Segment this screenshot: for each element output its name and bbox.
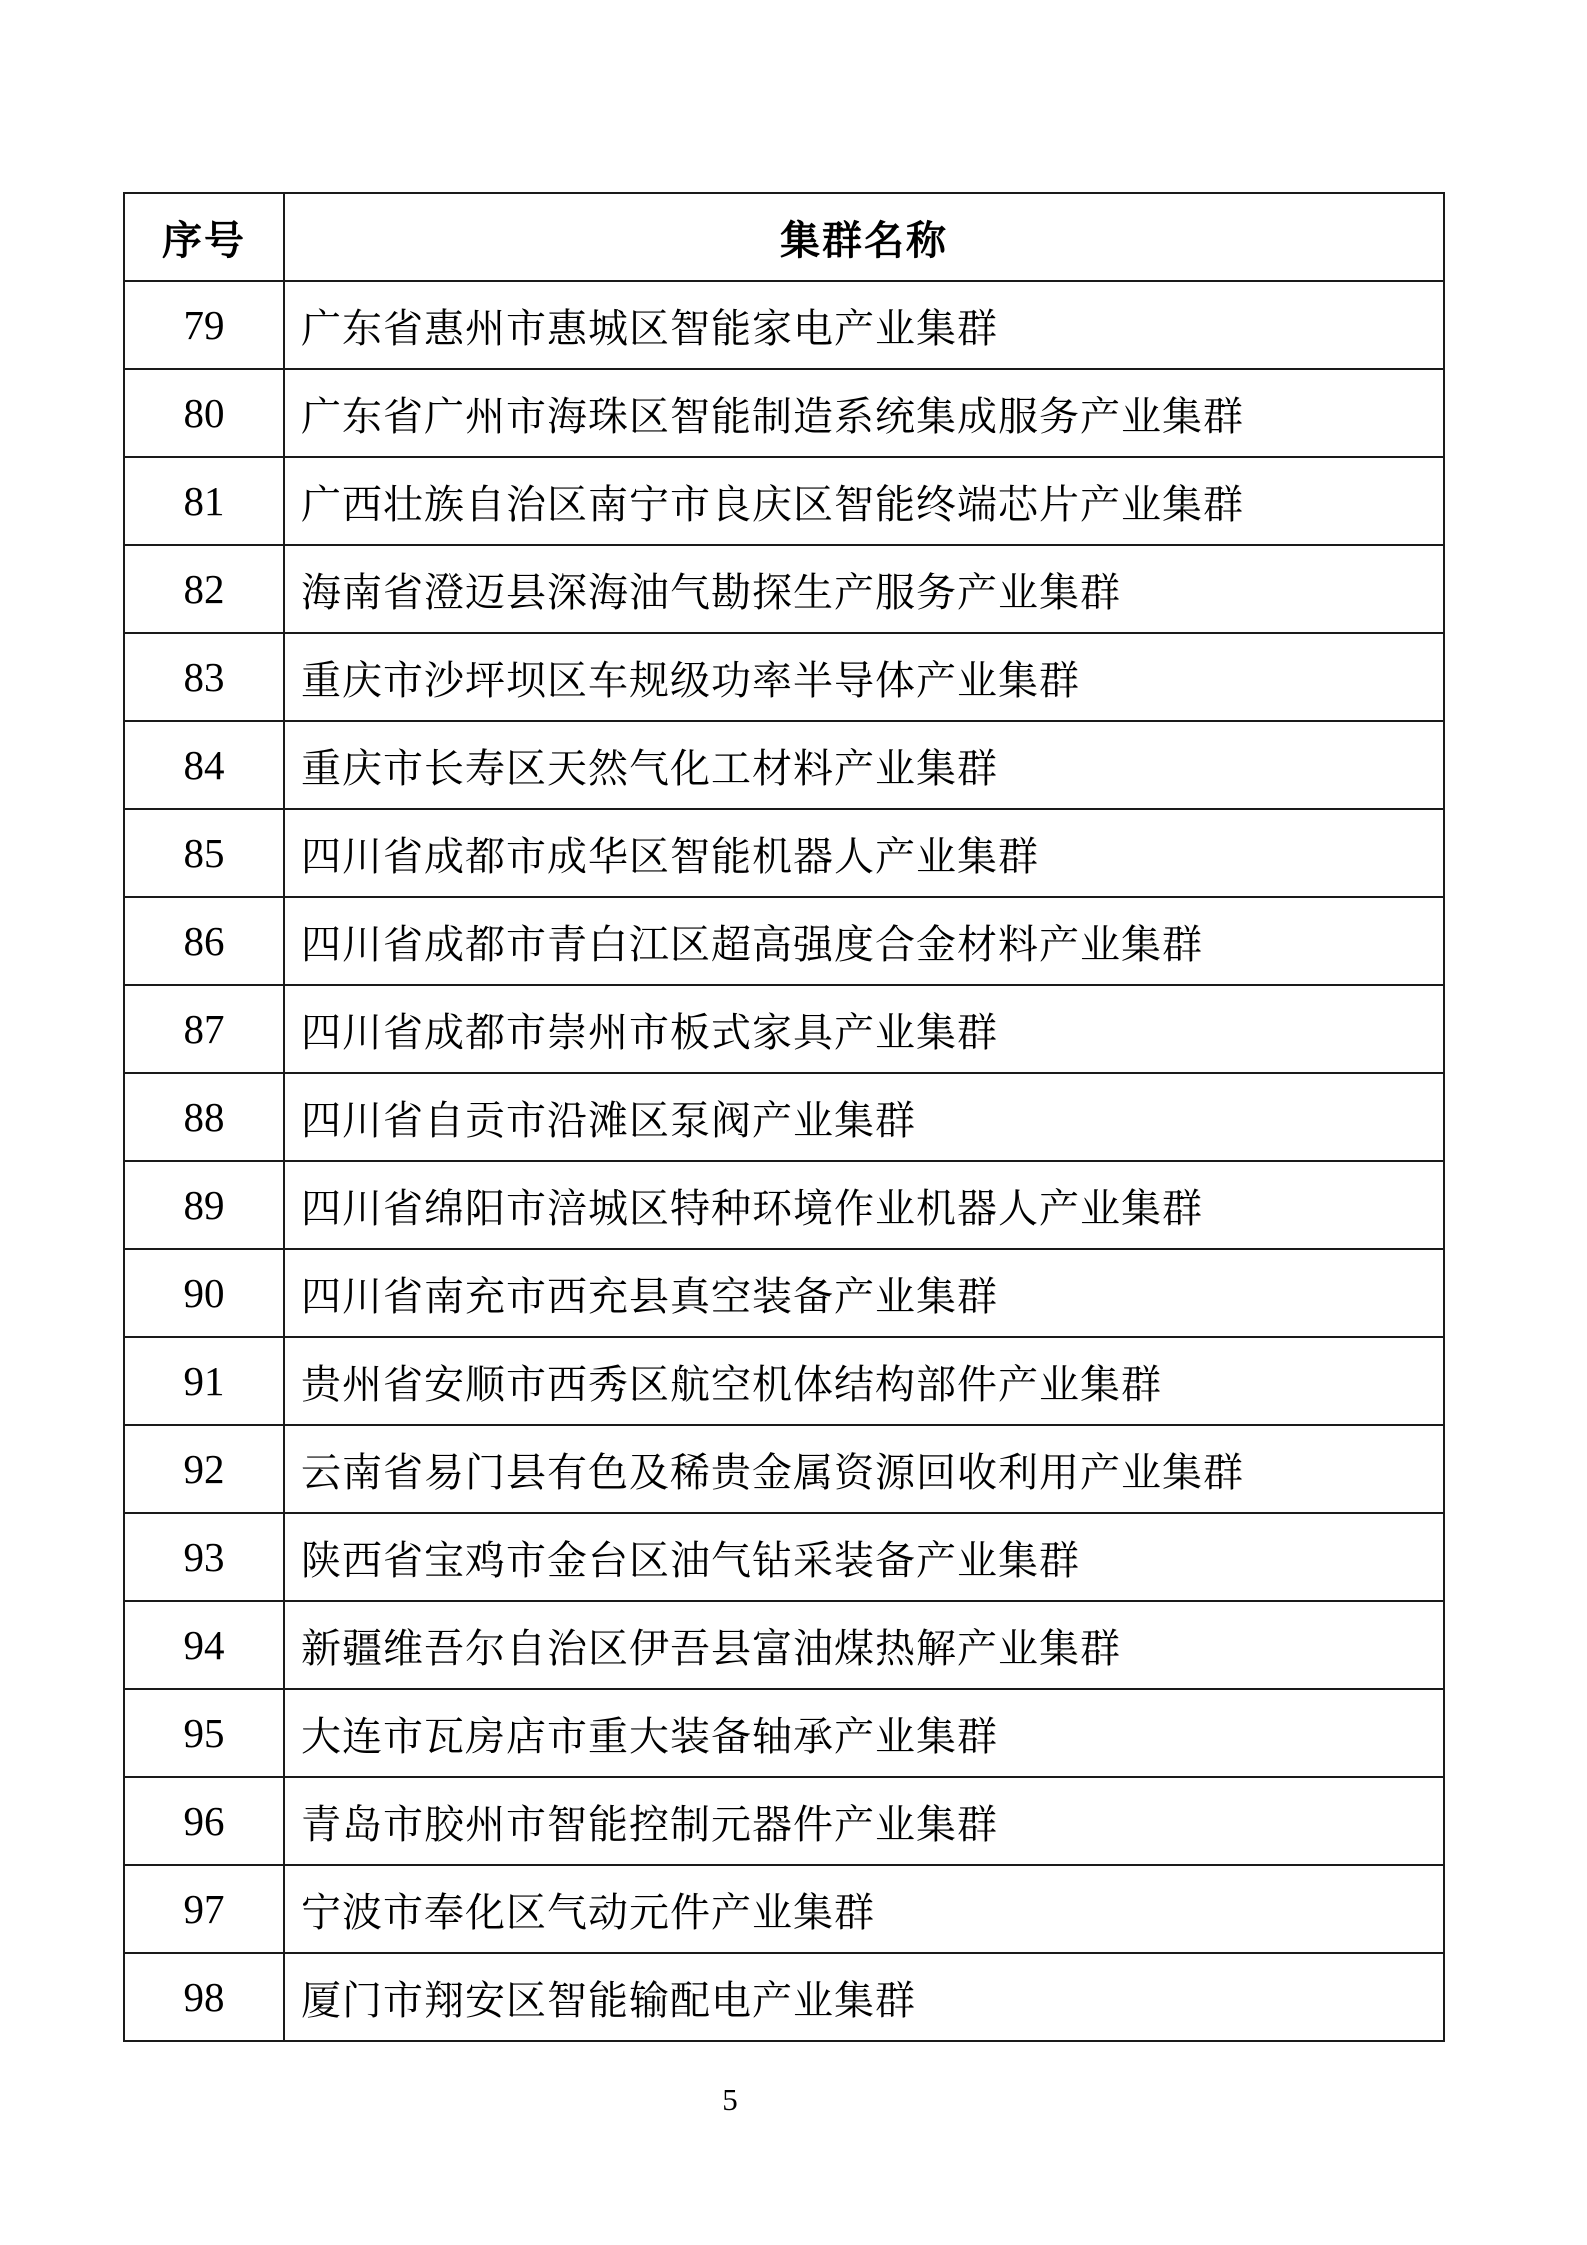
cluster-name-cell: 云南省易门县有色及稀贵金属资源回收利用产业集群 <box>284 1425 1444 1513</box>
row-number-cell: 88 <box>124 1073 284 1161</box>
row-number-cell: 80 <box>124 369 284 457</box>
table-row <box>124 1513 1444 1601</box>
cluster-name-cell: 四川省成都市青白江区超高强度合金材料产业集群 <box>284 897 1444 985</box>
table-body <box>124 281 1444 2041</box>
row-number-cell: 95 <box>124 1689 284 1777</box>
table-row <box>124 897 1444 985</box>
cluster-name-cell: 广西壮族自治区南宁市良庆区智能终端芯片产业集群 <box>284 457 1444 545</box>
table-row <box>124 1337 1444 1425</box>
row-number-cell: 84 <box>124 721 284 809</box>
cluster-name-cell: 广东省广州市海珠区智能制造系统集成服务产业集群 <box>284 369 1444 457</box>
table-row <box>124 545 1444 633</box>
table-row <box>124 1249 1444 1337</box>
row-number-cell: 89 <box>124 1161 284 1249</box>
table-header-row <box>124 193 1444 281</box>
row-number-cell: 81 <box>124 457 284 545</box>
table-row <box>124 1689 1444 1777</box>
cluster-name-cell: 海南省澄迈县深海油气勘探生产服务产业集群 <box>284 545 1444 633</box>
page-number: 5 <box>722 2082 738 2117</box>
table-row <box>124 281 1444 369</box>
table-row <box>124 457 1444 545</box>
row-number-cell: 94 <box>124 1601 284 1689</box>
table-row <box>124 369 1444 457</box>
cluster-name-cell: 四川省绵阳市涪城区特种环境作业机器人产业集群 <box>284 1161 1444 1249</box>
header-cell-index: 序号 <box>124 193 284 281</box>
row-number-cell: 96 <box>124 1777 284 1865</box>
row-number-cell: 93 <box>124 1513 284 1601</box>
cluster-name-cell: 厦门市翔安区智能输配电产业集群 <box>284 1953 1444 2041</box>
cluster-table <box>123 192 1445 2042</box>
row-number-cell: 91 <box>124 1337 284 1425</box>
row-number-cell: 83 <box>124 633 284 721</box>
table-row <box>124 1425 1444 1513</box>
cluster-name-cell: 陕西省宝鸡市金台区油气钻采装备产业集群 <box>284 1513 1444 1601</box>
row-number-cell: 82 <box>124 545 284 633</box>
table-row <box>124 1865 1444 1953</box>
row-number-cell: 87 <box>124 985 284 1073</box>
row-number-cell: 79 <box>124 281 284 369</box>
cluster-name-cell: 四川省自贡市沿滩区泵阀产业集群 <box>284 1073 1444 1161</box>
cluster-name-cell: 新疆维吾尔自治区伊吾县富油煤热解产业集群 <box>284 1601 1444 1689</box>
row-number-cell: 92 <box>124 1425 284 1513</box>
table-row <box>124 633 1444 721</box>
table-row <box>124 1601 1444 1689</box>
table-row <box>124 985 1444 1073</box>
cluster-name-cell: 四川省成都市成华区智能机器人产业集群 <box>284 809 1444 897</box>
table-row <box>124 1161 1444 1249</box>
table-row <box>124 809 1444 897</box>
table-row <box>124 1953 1444 2041</box>
row-number-cell: 85 <box>124 809 284 897</box>
cluster-name-cell: 广东省惠州市惠城区智能家电产业集群 <box>284 281 1444 369</box>
cluster-name-cell: 重庆市长寿区天然气化工材料产业集群 <box>284 721 1444 809</box>
cluster-name-cell: 重庆市沙坪坝区车规级功率半导体产业集群 <box>284 633 1444 721</box>
cluster-name-cell: 大连市瓦房店市重大装备轴承产业集群 <box>284 1689 1444 1777</box>
cluster-name-cell: 青岛市胶州市智能控制元器件产业集群 <box>284 1777 1444 1865</box>
cluster-name-cell: 宁波市奉化区气动元件产业集群 <box>284 1865 1444 1953</box>
row-number-cell: 90 <box>124 1249 284 1337</box>
table-row <box>124 721 1444 809</box>
table-row <box>124 1777 1444 1865</box>
cluster-name-cell: 四川省成都市崇州市板式家具产业集群 <box>284 985 1444 1073</box>
cluster-name-cell: 四川省南充市西充县真空装备产业集群 <box>284 1249 1444 1337</box>
table-row <box>124 1073 1444 1161</box>
row-number-cell: 98 <box>124 1953 284 2041</box>
row-number-cell: 86 <box>124 897 284 985</box>
cluster-name-cell: 贵州省安顺市西秀区航空机体结构部件产业集群 <box>284 1337 1444 1425</box>
header-cell-name: 集群名称 <box>284 193 1444 281</box>
row-number-cell: 97 <box>124 1865 284 1953</box>
